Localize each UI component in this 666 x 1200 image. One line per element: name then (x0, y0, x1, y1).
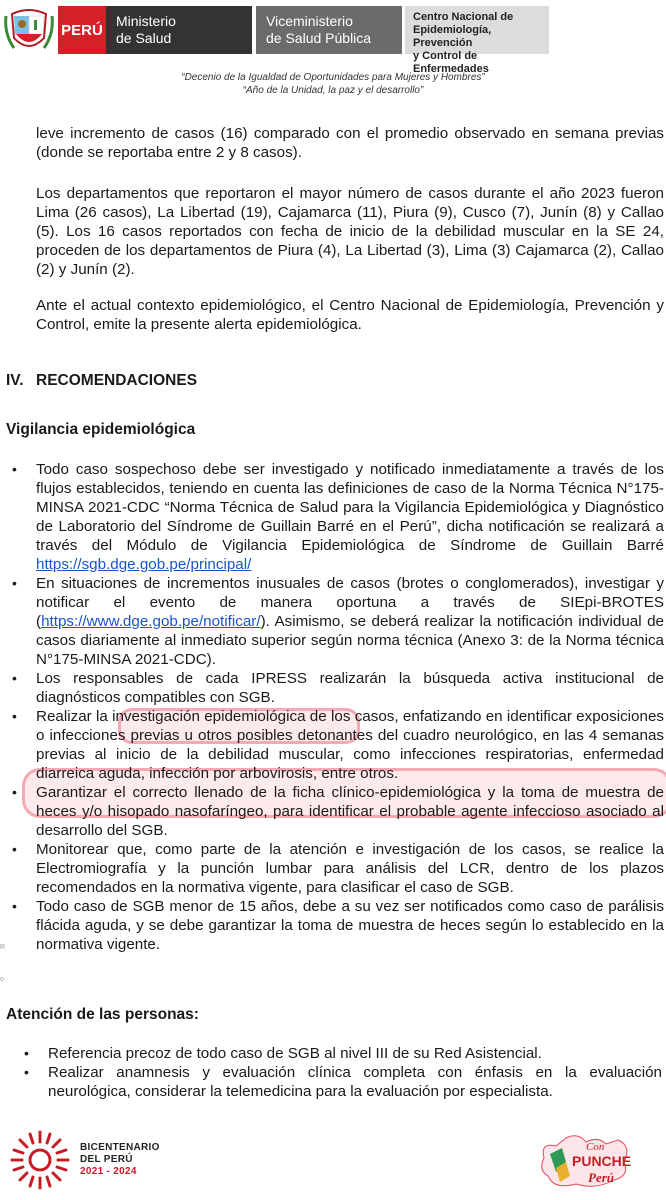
bullet-icon: • (24, 1064, 29, 1080)
list-item: • Garantizar el correcto llenado de la ficha clínico-epidemiológica y la toma de muestra de heces y/o hisopado nasofaríngeo, para identificar el probable agente infeccioso asociado al desarrollo del SGB. (12, 784, 664, 839)
bullet-icon: • (12, 670, 17, 686)
bullet-icon: • (12, 898, 17, 914)
ministerio-box: Ministerio de Salud (106, 6, 252, 54)
bullet-icon: • (24, 1045, 29, 1061)
paragraph-contexto: Ante el actual contexto epidemiológico, el Centro Nacional de Epidemiología, Prevención y Control, emite la presente alerta epidemiológica. (36, 297, 664, 333)
list-item: • Todo caso sospechoso debe ser investigado y notificado inmediatamente a través de los flujos establecidos, teniendo en cuenta las definiciones de caso de la Norma Técnica N°175-MINSA 2021-CDC “Norma Técnica de Salud para la Vigilancia Epidemiológica y Diagnóstico de Laboratorio del Síndrome de Guillain Barré en el Perú”, dicha notificación se realizará a través del Módulo de Vigilancia Epidemiológica de Síndrome de Guillain Barré https://sgb.dge.gob.pe/principal/ (12, 461, 664, 573)
section-heading-recomendaciones: IV. RECOMENDACIONES (6, 372, 198, 389)
paragraph-incremento: leve incremento de casos (16) comparado con el promedio observado en semana previas (donde se reportaba entre 2 y 8 casos). (36, 125, 664, 161)
bullet-icon: • (12, 461, 17, 477)
list-item: • Monitorear que, como parte de la atención e investigación de los casos, se realice la Electromiografía y la punción lumbar para análisis del LCR, dentro de los plazos recomendados en la normativa vigente, para clasificar el caso de SGB. (12, 841, 664, 896)
bullet-icon: • (12, 708, 17, 724)
margin-mark: R (0, 944, 6, 951)
anio-quote: “Año de la Unidad, la paz y el desarrollo” (242, 85, 424, 96)
subheading-atencion: Atención de las personas: (6, 1006, 199, 1023)
con-punche-peru-logo (536, 1128, 636, 1192)
list-item: • Realizar la investigación epidemiológica de los casos, enfatizando en identificar exposiciones o infecciones previas u otros posibles detonantes del cuadro neurológico, en las 4 semanas previas al inicio de la debilidad muscular, como infecciones respiratorias, enfermedad diarreica aguda, infección por arbovirosis, entre otros. (12, 708, 664, 782)
decenio-quote: “Decenio de la Igualdad de Oportunidades para Mujeres y Hombres” (181, 72, 485, 83)
document-header (0, 0, 666, 75)
list-item: • En situaciones de incrementos inusuales de casos (brotes o conglomerados), investigar y notificar el evento de manera oportuna a través de SIEpi-BROTES (https://www.dge.gob.pe/notificar/). Asimismo, se deberá realizar la notificación individual de casos diariamente al inmediato superior según norma técnica (Anexo 3: de la Norma técnica N°175-MINSA 2021-CDC). (12, 575, 664, 668)
bullet-icon: • (12, 784, 17, 800)
punche-peru-text: Perú (588, 1170, 614, 1185)
punche-main-text: PUNCHE (572, 1153, 632, 1169)
list-item: • Realizar anamnesis y evaluación clínica completa con énfasis en la evaluación neurológica, considerar la telemedicina para la evaluación por especialista. (24, 1064, 662, 1100)
punche-con-text: Con (586, 1141, 605, 1153)
atencion-list (24, 1044, 662, 1101)
vigilancia-list (12, 460, 664, 954)
peru-logo-box: PERÚ (58, 6, 106, 54)
dge-notificar-link[interactable]: https://www.dge.gob.pe/notificar/ (41, 613, 261, 630)
bicentenario-sun-icon (8, 1128, 72, 1192)
list-item: • Los responsables de cada IPRESS realizarán la búsqueda activa institucional de diagnósticos compatibles con SGB. (12, 670, 664, 706)
peru-coat-of-arms-icon (4, 4, 54, 56)
bullet-icon: • (12, 841, 17, 857)
bullet-icon: • (12, 575, 17, 591)
sgb-module-link[interactable]: https://sgb.dge.gob.pe/principal/ (36, 556, 252, 573)
viceministerio-box: Viceministerio de Salud Pública (256, 6, 402, 54)
list-item: • Referencia precoz de todo caso de SGB al nivel III de su Red Asistencial. (24, 1045, 542, 1062)
margin-mark: o (0, 976, 4, 983)
subheading-vigilancia: Vigilancia epidemiológica (6, 421, 196, 438)
centro-nacional-box: Centro Nacional de Epidemiología, Prevención y Control de Enfermedades (405, 6, 549, 54)
list-item: • Todo caso de SGB menor de 15 años, debe a su vez ser notificados como caso de parálisis flácida aguda, y se debe garantizar la toma de muestra de heces según lo establecido en la normativa vigente. (12, 898, 664, 953)
paragraph-departamentos: Los departamentos que reportaron el mayor número de casos durante el año 2023 fueron Lima (26 casos), La Libertad (19), Cajamarca (11), Piura (9), Cusco (7), Junín (8) y Callao (5). Los 16 casos reportados con fecha de inicio de la debilidad muscular en la SE 24, proceden de los departamentos de Piura (4), La Libertad (3), Lima (3) Cajamarca (2), Callao (2) y Junín (2). (36, 185, 664, 278)
bicentenario-label: BICENTENARIO DEL PERÚ 2021 - 2024 (80, 1142, 160, 1177)
